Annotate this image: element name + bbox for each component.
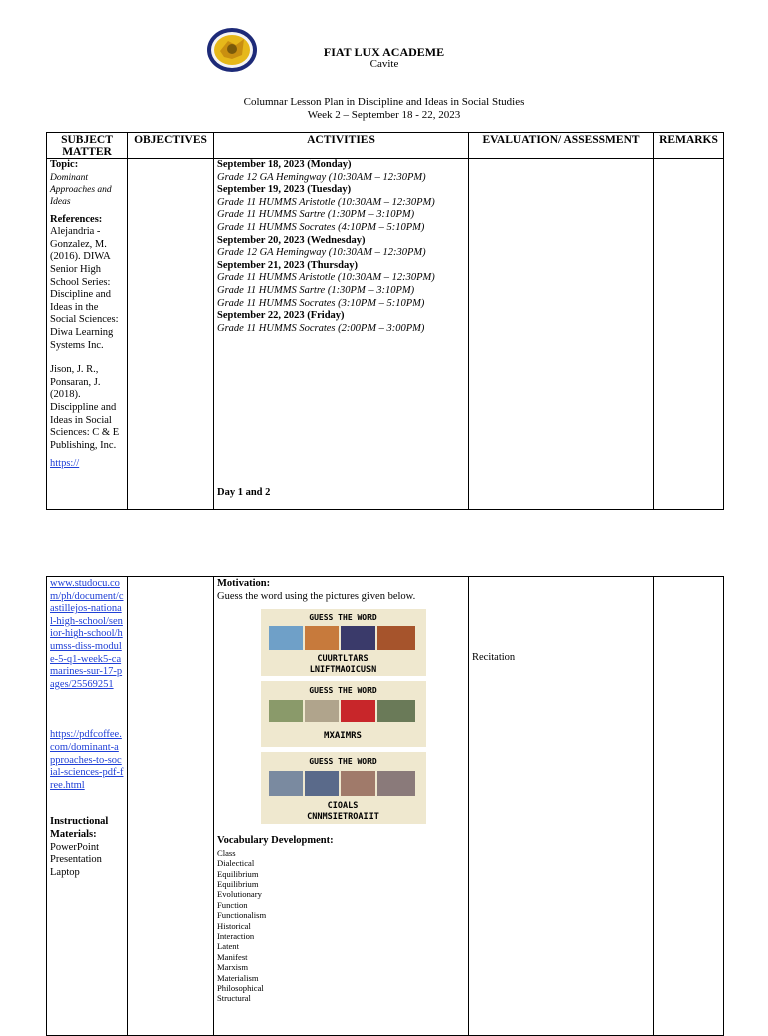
day-4 [217, 260, 465, 310]
school-name: FIAT LUX ACADEME [323, 45, 445, 59]
day-2 [217, 184, 465, 234]
scrambled-word: CNNMSIETROAIIT [307, 812, 379, 823]
vocab-list [217, 848, 465, 1004]
day-heading: September 19, 2023 (Tuesday) [217, 184, 352, 196]
day-1 [217, 159, 465, 184]
evaluation-text: Recitation [472, 652, 516, 663]
guess-the-word-card-2 [261, 681, 426, 747]
day-heading: September 21, 2023 (Thursday) [217, 259, 358, 271]
objectives-cell-2 [128, 577, 214, 1036]
scrambled-word: MXAIMRS [324, 731, 362, 742]
card-heading: GUESS THE WORD [309, 613, 377, 623]
card-heading: GUESS THE WORD [309, 686, 377, 696]
lesson-plan-table-page1 [46, 132, 724, 510]
reference-2: Jison, J. R., Ponsaran, J. (2018). Discippline and Ideas in Social Sciences: C & E Publishing, Inc. [50, 364, 120, 451]
vocab-item: Manifest [217, 951, 248, 962]
remarks-cell-2 [654, 577, 724, 1036]
day-5 [217, 310, 465, 335]
scrambled-word: CUURTLTARS [317, 654, 369, 665]
vocab-item: Structural [217, 993, 251, 1004]
class-entry: Grade 11 HUMMS Sartre (1:30PM – 3:10PM) [217, 209, 415, 221]
reference-link-pdfcoffee[interactable]: https://pdfcoffee.com/dominant-approaches-to-social-sciences-pdf-free.html [50, 729, 124, 791]
header-remarks: REMARKS [654, 133, 724, 159]
scrambled-word: CIOALS [327, 801, 359, 812]
scrambled-word: LNIFTMAOICUSN [309, 665, 377, 676]
subject-matter-cell [47, 159, 128, 510]
vocab-item: Functionalism [217, 910, 267, 921]
evaluation-cell [469, 159, 654, 510]
class-entry: Grade 11 HUMMS Aristotle (10:30AM – 12:30PM) [217, 272, 435, 284]
day-label: Day 1 and 2 [217, 487, 271, 498]
motivation-text: Guess the word using the pictures given below. [217, 590, 416, 602]
header-activities: ACTIVITIES [214, 133, 469, 159]
day-heading: September 22, 2023 (Friday) [217, 310, 345, 322]
vocab-item: Historical [217, 920, 251, 931]
class-entry: Grade 12 GA Hemingway (10:30AM – 12:30PM) [217, 171, 426, 183]
vocab-item: Materialism [217, 972, 259, 983]
header-subject-matter: SUBJECT MATTER [47, 133, 128, 159]
vocab-item: Evolutionary [217, 889, 262, 900]
remarks-cell [654, 159, 724, 510]
class-entry: Grade 12 GA Hemingway (10:30AM – 12:30PM) [217, 247, 426, 259]
vocab-item: Equilibrium [217, 879, 259, 889]
day-3 [217, 235, 465, 260]
header-objectives: OBJECTIVES [128, 133, 214, 159]
week-range: Week 2 – September 18 - 22, 2023 [307, 109, 461, 121]
topic-text: Dominant Approaches and Ideas [50, 172, 112, 207]
activities-cell-2 [214, 577, 469, 1036]
subject-matter-cell-2 [47, 577, 128, 1036]
materials-list: PowerPoint Presentation Laptop [50, 841, 102, 878]
guess-the-word-card-3 [261, 752, 426, 824]
vocab-label: Vocabulary Development: [217, 835, 334, 847]
lesson-plan-table-page2 [46, 576, 724, 1036]
class-entry: Grade 11 HUMMS Socrates (3:10PM – 5:10PM) [217, 297, 425, 309]
vocab-item: Marxism [217, 962, 249, 973]
vocab-item: Philosophical [217, 983, 264, 994]
reference-link-studocu[interactable]: www.studocu.com/ph/document/castillejos-national-high-school/senior-high-school/humss-diss-module-5-q1-week5-camarines-sur-17-pages/25569251 [50, 578, 124, 690]
day-heading: September 18, 2023 (Monday) [217, 159, 352, 170]
vocab-item: Latent [217, 941, 239, 952]
materials-label: Instructional Materials: [50, 816, 109, 840]
card-heading: GUESS THE WORD [309, 757, 377, 767]
class-entry: Grade 11 HUMMS Sartre (1:30PM – 3:10PM) [217, 284, 415, 296]
class-entry: Grade 11 HUMMS Aristotle (10:30AM – 12:30PM) [217, 196, 435, 208]
objectives-cell [128, 159, 214, 510]
reference-1: Alejandria - Gonzalez, M. (2016). DIWA Senior High School Series: Discipline and Ideas in the Social Sciences: Diwa Learning Systems Inc. [50, 226, 119, 351]
plan-title: Columnar Lesson Plan in Discipline and Ideas in Social Studies [243, 96, 525, 108]
school-location: Cavite [369, 58, 399, 70]
class-entry: Grade 11 HUMMS Socrates (4:10PM – 5:10PM) [217, 221, 425, 233]
references-label: References: [50, 213, 103, 225]
vocab-item: Dialectical [217, 858, 255, 869]
header-evaluation: EVALUATION/ ASSESSMENT [469, 133, 654, 159]
class-entry: Grade 11 HUMMS Socrates (2:00PM – 3:00PM) [217, 322, 425, 334]
vocab-item: Function [217, 899, 248, 910]
vocab-item: Class [217, 847, 236, 858]
topic-label: Topic: [50, 159, 79, 170]
vocab-item: Interaction [217, 931, 255, 942]
motivation-label: Motivation: [217, 578, 271, 589]
vocab-item: Equilibrium [217, 868, 259, 879]
day-heading: September 20, 2023 (Wednesday) [217, 234, 366, 246]
activities-cell [214, 159, 469, 510]
reference-link-start[interactable]: https:// [50, 458, 80, 470]
evaluation-cell-2 [469, 577, 654, 1036]
guess-the-word-card-1 [261, 609, 426, 676]
